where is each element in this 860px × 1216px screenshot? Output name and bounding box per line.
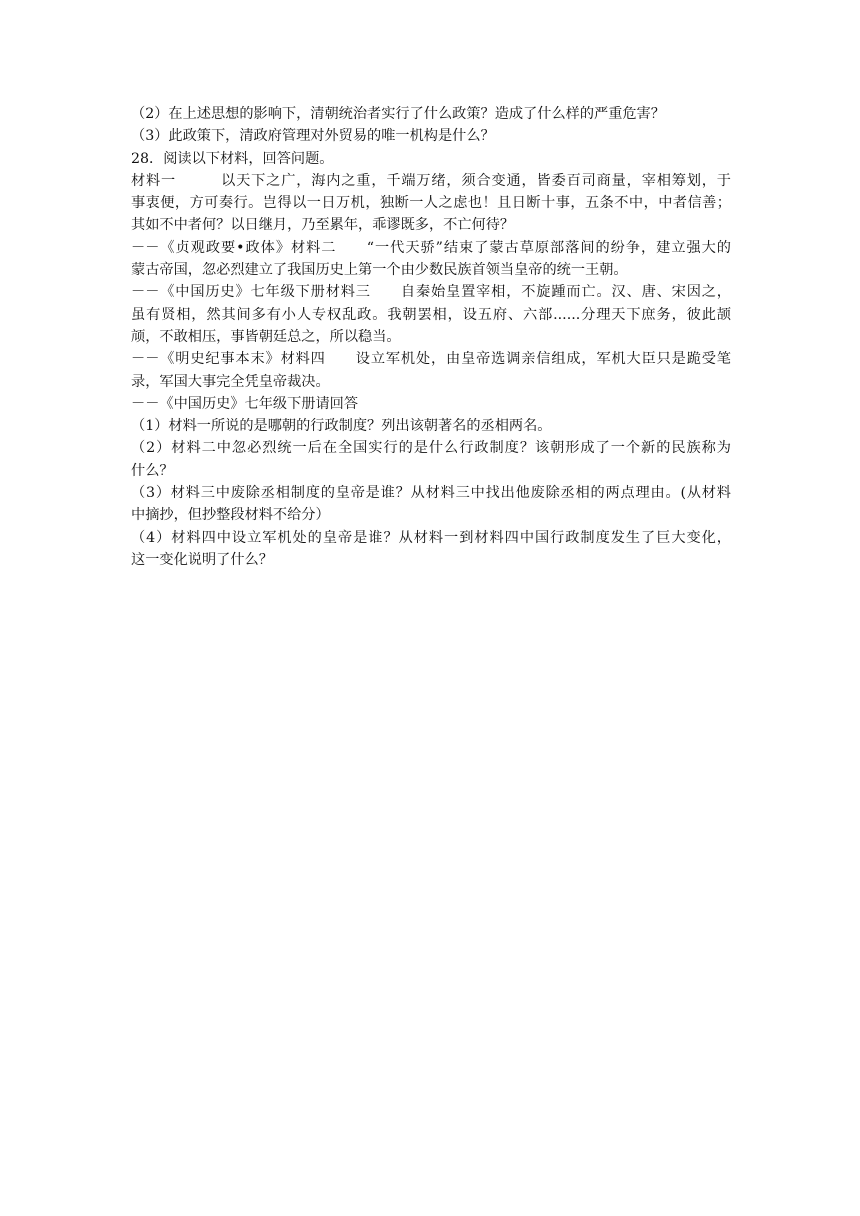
text-line: 事衷便，方可奏行。岂得以一日万机，独断一人之虑也！且日断十事，五条不中，中者信善；: [131, 195, 731, 212]
text-line: （3）此政策下，清政府管理对外贸易的唯一机构是什么？: [131, 128, 495, 145]
text-line: 录，军国大事完全凭皇帝裁决。: [131, 373, 330, 390]
text-line: （3）材料三中废除丞相制度的皇帝是谁？从材料三中找出他废除丞相的两点理由。(从材料: [131, 485, 731, 502]
text-line: 28．阅读以下材料，回答问题。: [131, 150, 334, 167]
text-line: 虽有贤相，然其间多有小人专权乱政。我朝罢相，设五府、六部......分理天下庶务，彼此颉: [131, 306, 731, 323]
text-line: （2）材料二中忽必烈统一后在全国实行的是什么行政制度？该朝形成了一个新的民族称为: [131, 440, 731, 457]
text-line: 材料一 以天下之广，海内之重，千端万绪，须合变通，皆委百司商量，宰相筹划，于: [131, 172, 731, 189]
text-line: 蒙古帝国，忽必烈建立了我国历史上第一个由少数民族首领当皇帝的统一王朝。: [131, 262, 628, 279]
text-line: （4）材料四中设立军机处的皇帝是谁？从材料一到材料四中国行政制度发生了巨大变化，: [131, 529, 731, 546]
text-line: －－《中国历史》七年级下册材料三 自秦始皇置宰相，不旋踵而亡。汉、唐、宋因之，: [131, 284, 731, 301]
text-line: 这一变化说明了什么？: [131, 551, 273, 568]
text-line: 什么？: [131, 462, 174, 479]
text-line: －－《明史纪事本末》材料四 设立军机处，由皇帝选调亲信组成，军机大臣只是跪受笔: [131, 351, 731, 368]
question-text-block: [131, 103, 731, 571]
text-line: 中摘抄，但抄整段材料不给分）: [131, 507, 330, 524]
text-line: 颃，不敢相压，事皆朝廷总之，所以稳当。: [131, 328, 401, 345]
text-line: 其如不中者何？以日继月，乃至累年，乖谬既多，不亡何待？: [131, 217, 515, 234]
text-line: －－《中国历史》七年级下册请回答: [131, 395, 359, 412]
text-line: （1）材料一所说的是哪朝的行政制度？列出该朝著名的丞相两名。: [131, 418, 552, 435]
text-line: －－《贞观政要•政体》材料二 “一代天骄”结束了蒙古草原部落间的纷争，建立强大的: [131, 239, 731, 256]
text-line: （2）在上述思想的影响下，清朝统治者实行了什么政策？造成了什么样的严重危害？: [131, 106, 665, 122]
